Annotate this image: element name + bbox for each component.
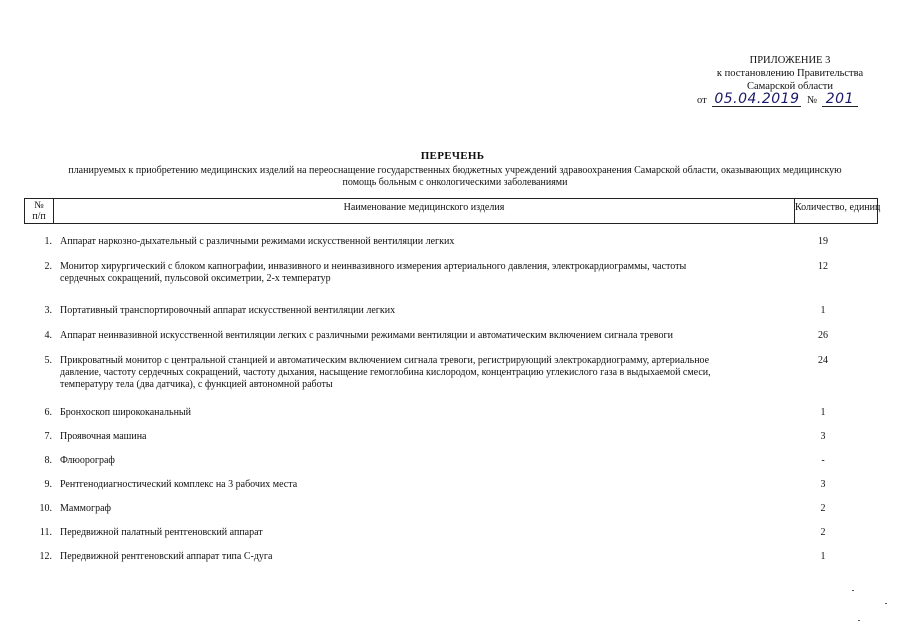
row-quantity: 3 [820,479,826,490]
row-name [52,330,752,342]
row-number: 2. [44,261,52,272]
appendix-title: ПРИЛОЖЕНИЕ 3 [749,55,831,66]
row-name [52,455,752,467]
row-name-line: Проявочная машина [60,431,147,442]
row-name [52,551,752,563]
number-prefix: № [807,95,818,106]
row-quantity: 24 [818,355,828,366]
row-number: 12. [39,551,52,562]
row-quantity: 1 [820,407,826,418]
scan-speck [852,590,854,591]
row-name-line: Прикроватный монитор с центральной станцией и автоматическим включением сигнала тревоги, регистрирующий электрокардиограмму, артериальное [60,355,710,366]
scan-speck [858,620,860,621]
table-row [24,407,878,419]
row-number: 8. [44,455,52,466]
row-name-line: Аппарат наркозно-дыхательный с различными режимами искусственной вентиляции легких [60,236,455,247]
table-row [24,330,878,342]
row-number: 4. [44,330,52,341]
table-row [24,431,878,443]
row-quantity: 3 [820,431,826,442]
table-row [24,527,878,539]
row-number: 1. [44,236,52,247]
table-row [24,551,878,563]
handwritten-date: 05.04.2019 [714,91,800,107]
row-quantity: 1 [820,305,826,316]
header-number-line-1: № [34,200,44,211]
row-name-line: Рентгенодиагностический комплекс на 3 рабочих места [60,479,298,490]
header-quantity: Количество, единиц [795,202,881,213]
row-name-line: Аппарат неинвазивной искусственной вентиляции легких с различными режимами вентиляции и автоматическим включением сигнала тревоги [60,330,673,341]
row-name [52,527,752,539]
scan-speck [885,603,887,604]
header-number [25,199,54,224]
row-name [52,503,752,515]
row-name-line: Бронхоскоп ширококанальный [60,407,192,418]
row-quantity: 1 [820,551,826,562]
header-name: Наименование медицинского изделия [54,199,795,223]
table-row [24,261,878,285]
table-row [24,479,878,491]
handwritten-number: 201 [822,93,858,107]
row-name [52,305,752,317]
row-name-line: Монитор хирургический с блоком капнографии, инвазивного и неинвазивного измерения артериального давления, электрокардиограммы, частоты [60,261,687,272]
row-name-line: давление, частоту сердечных сокращений, частоту дыхания, насыщение гемоглобина кислородом, концентрацию углекислого газа в выдыхаемой смеси, [60,367,711,378]
row-name-line: Передвижной рентгеновский аппарат типа С-дуга [60,551,273,562]
appendix-line-2: Самарской области [747,81,833,92]
row-quantity: 2 [820,527,826,538]
subtitle-line-1: планируемых к приобретению медицинских изделий на переоснащение государственных бюджетных учреждений здравоохранения Самарской области, оказывающих медицинскую [68,165,842,176]
appendix-date-line [690,93,890,107]
appendix-line-1: к постановлению Правительства [716,68,864,79]
row-number: 9. [44,479,52,490]
row-name-line: Маммограф [60,503,112,514]
table-row [24,355,878,391]
row-number: 7. [44,431,52,442]
table-row [24,503,878,515]
subtitle-line-2: помощь больным с онкологическими заболеваниями [342,177,568,188]
row-number: 5. [44,355,52,366]
row-name-line: температуру тела (два датчика), с функцией автономной работы [60,379,333,390]
header-number-line-2: п/п [32,211,46,222]
table-row [24,305,878,317]
row-name [52,261,752,285]
row-quantity: 19 [818,236,828,247]
date-prefix: от [696,95,707,106]
table-body [24,236,878,563]
row-name [52,236,752,248]
row-name [52,355,752,391]
table-header [24,198,881,224]
document-subtitle [35,165,875,189]
document-title: ПЕРЕЧЕНЬ [420,150,485,162]
row-name-line: сердечных сокращений, пульсовой оксиметрии, 2-х температур [60,273,331,284]
row-quantity: 12 [818,261,828,272]
row-quantity: 2 [820,503,826,514]
row-number: 10. [39,503,52,514]
row-name [52,431,752,443]
row-number: 6. [44,407,52,418]
row-name-line: Флюорограф [60,455,115,466]
appendix-block [690,54,890,107]
table-row [24,236,878,248]
table-row [24,455,878,467]
row-name-line: Портативный транспортировочный аппарат искусственной вентиляции легких [60,305,396,316]
row-number: 3. [44,305,52,316]
row-quantity: 26 [818,330,828,341]
row-number: 11. [39,527,52,538]
row-name-line: Передвижной палатный рентгеновский аппарат [60,527,263,538]
row-name [52,407,752,419]
row-name [52,479,752,491]
row-quantity: - [821,455,825,466]
